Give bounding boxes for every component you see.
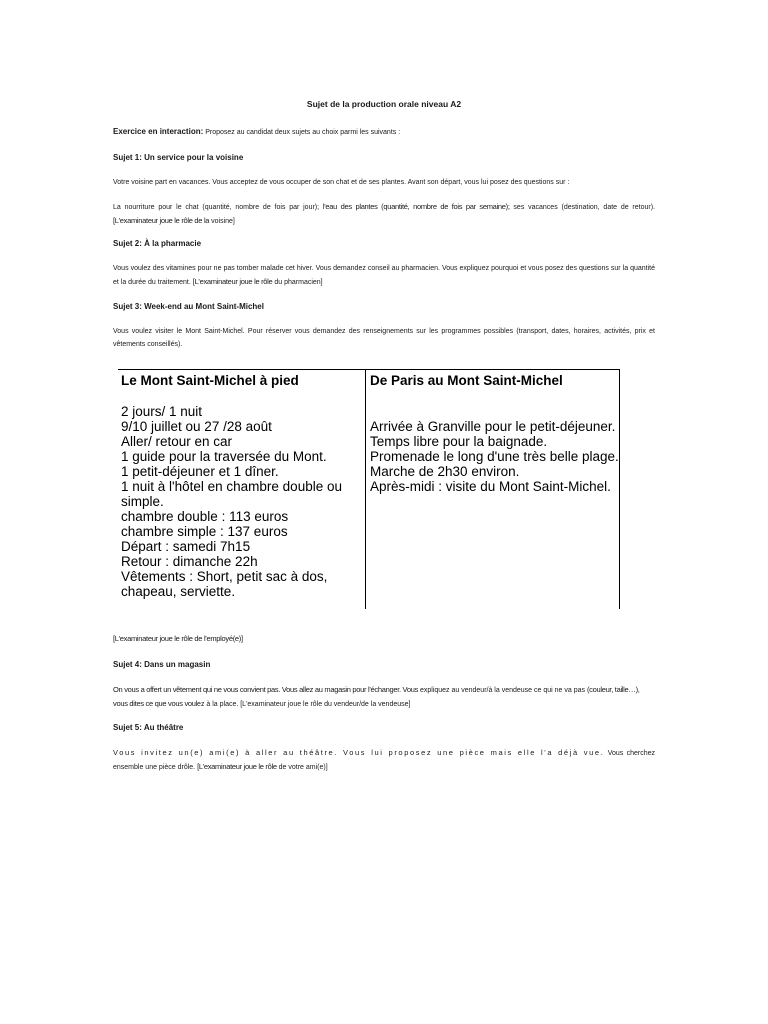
sujet5-paragraph bbox=[113, 746, 655, 774]
left-column-title: Le Mont Saint-Michel à pied bbox=[121, 373, 299, 388]
right-column-lines bbox=[367, 389, 619, 494]
exercise-text: Proposez au candidat deux sujets au choix parmi les suivants : bbox=[203, 129, 401, 136]
left-column-line: chapeau, serviette. bbox=[121, 584, 236, 599]
sujet4-text-c: (couleur, taille…), vous dites ce que vous voul bbox=[113, 685, 640, 708]
left-column-line: 1 nuit à l'hôtel en chambre double ou bbox=[121, 479, 342, 494]
left-column-line: simple. bbox=[121, 494, 164, 509]
left-column-line: chambre simple : 137 euros bbox=[121, 524, 288, 539]
right-column-title: De Paris au Mont Saint-Michel bbox=[370, 373, 563, 388]
sujet2-text: Vous voulez des vitamines pour ne pas tomber malade cet hiver. Vous demandez conseil au pharmacien. Vous expliquez pourquoi et vous posez des questions sur la quantité et la durée du traitement. bbox=[113, 265, 655, 286]
left-column-line: Départ : samedi 7h15 bbox=[121, 539, 251, 554]
sujet1-text-a: La nourriture pour le chat (quantité, nombre de fois par jour); bbox=[113, 204, 323, 211]
sujet1-role: [L'examinateur joue le rôle de la bbox=[113, 216, 210, 225]
sujet5-role: [L'examinateur joue le rôle bbox=[197, 762, 277, 771]
left-column-line: 2 jours/ 1 nuit bbox=[121, 404, 203, 419]
left-column-lines bbox=[118, 389, 365, 599]
sujet4-paragraph bbox=[113, 683, 655, 711]
sujet1-text-b: l'eau des plantes (quantité, nombre de fois par semaine); bbox=[322, 202, 510, 211]
sujet2-paragraph bbox=[113, 262, 655, 289]
table-right-column bbox=[367, 370, 619, 609]
sujet4-heading: Sujet 4: Dans un magasin bbox=[113, 660, 211, 669]
sujet1-text-c: ses vacances (destination, date de retour). bbox=[509, 204, 655, 211]
mont-saint-michel-table bbox=[118, 369, 620, 609]
right-column-line: Après-midi : visite du Mont Saint-Michel. bbox=[370, 479, 611, 494]
table-left-column bbox=[118, 370, 366, 609]
sujet3-role: [L'examinateur joue le rôle de l'employé(e)] bbox=[113, 634, 243, 643]
sujet2-role: [L'examinateur joue le rôle bbox=[192, 277, 273, 286]
sujet4-text-a: On vous a offert un vêtement qui ne vous convient pas. Vous allez au magasin pour l'échanger. Vous bbox=[113, 685, 419, 694]
sujet5-role-end: de votre ami(e)] bbox=[276, 764, 328, 771]
sujet2-role-end: du pharmacien] bbox=[272, 279, 323, 286]
left-column-line: Vêtements : Short, petit sac à dos, bbox=[121, 569, 328, 584]
left-column-line: 9/10 juillet ou 27 /28 août bbox=[121, 419, 272, 434]
right-column-line: Temps libre pour la baignade. bbox=[370, 434, 548, 449]
sujet4-text-b: expliquez au vendeur/à la vendeuse ce qui ne va pas bbox=[418, 687, 587, 694]
sujet3-heading: Sujet 3: Week-end au Mont Saint-Michel bbox=[113, 302, 264, 311]
left-column-line: chambre double : 113 euros bbox=[121, 509, 289, 524]
left-column-line: 1 guide pour la traversée du Mont. bbox=[121, 449, 327, 464]
left-column-line: Retour : dimanche 22h bbox=[121, 554, 258, 569]
sujet4-text-d: ez à la place. [L'examinateur joue le rôle du vendeur/de la vendeuse] bbox=[197, 701, 411, 708]
left-column-line: 1 petit-déjeuner et 1 dîner. bbox=[121, 464, 279, 479]
exercise-label: Exercice en interaction: bbox=[113, 127, 204, 136]
right-column-line: Promenade le long d'une très belle plage. bbox=[370, 449, 619, 464]
sujet1-paragraph1: Votre voisine part en vacances. Vous acceptez de vous occuper de son chat et de ses plantes. Avant son départ, vous lui posez des questions sur : bbox=[113, 179, 570, 186]
sujet5-heading: Sujet 5: Au théâtre bbox=[113, 723, 184, 732]
right-column-line: Arrivée à Granville pour le petit-déjeuner. bbox=[370, 419, 616, 434]
sujet1-role-end: voisine] bbox=[209, 218, 235, 225]
exercise-instruction bbox=[113, 125, 655, 139]
right-column-line: Marche de 2h30 environ. bbox=[370, 464, 520, 479]
sujet5-text-b: Vous cherchez ensemble une pièce drôle. bbox=[113, 750, 655, 771]
sujet1-paragraph2 bbox=[113, 200, 655, 228]
document-title: Sujet de la production orale niveau A2 bbox=[306, 99, 462, 109]
sujet5-text-a: Vous invitez un(e) ami(e) à aller au théâtre. Vous lui proposez une pièce mais elle l'a déjà vue. bbox=[113, 748, 605, 757]
sujet2-heading: Sujet 2: À la pharmacie bbox=[113, 239, 202, 248]
sujet3-paragraph: Vous voulez visiter le Mont Saint-Michel. Pour réserver vous demandez des renseignements sur les programmes possibles (transport, dates, horaires, activités, prix et vêtements conseillés). bbox=[113, 328, 655, 348]
sujet1-heading: Sujet 1: Un service pour la voisine bbox=[113, 153, 244, 162]
left-column-line: Aller/ retour en car bbox=[121, 434, 233, 449]
